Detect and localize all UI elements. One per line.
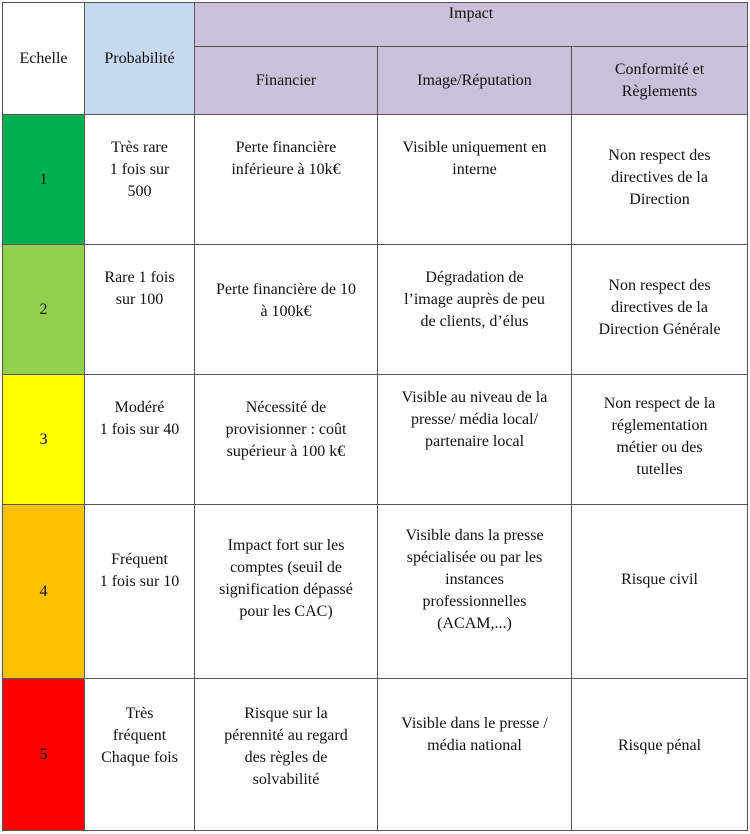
header-row-top	[3, 3, 748, 47]
compliance-cell: Non respect de la réglementation métier ou des tutelles	[572, 375, 748, 505]
table-row	[3, 505, 748, 679]
image-cell: Visible au niveau de la presse/ média local/ partenaire local	[378, 375, 572, 505]
probability-cell: Très fréquent Chaque fois	[85, 679, 195, 831]
financial-cell: Nécessité de provisionner : coût supérieur à 100 k€	[195, 375, 378, 505]
header-probabilite: Probabilité	[85, 3, 195, 115]
header-impact: Impact	[195, 3, 748, 47]
risk-table	[2, 2, 748, 831]
compliance-cell: Non respect des directives de la Direction Générale	[572, 245, 748, 375]
image-cell: Visible uniquement en interne	[378, 115, 572, 245]
compliance-cell: Risque pénal	[572, 679, 748, 831]
scale-cell: 3	[3, 375, 85, 505]
probability-cell: Modéré 1 fois sur 40	[85, 375, 195, 505]
image-cell: Dégradation de l’image auprès de peu de clients, d’élus	[378, 245, 572, 375]
scale-cell: 2	[3, 245, 85, 375]
financial-cell: Perte financière de 10 à 100k€	[195, 245, 378, 375]
header-conformite: Conformité et Règlements	[572, 47, 748, 115]
table-row	[3, 115, 748, 245]
table-row	[3, 245, 748, 375]
scale-cell: 1	[3, 115, 85, 245]
table-row	[3, 679, 748, 831]
financial-cell: Perte financière inférieure à 10k€	[195, 115, 378, 245]
financial-cell: Impact fort sur les comptes (seuil de signification dépassé pour les CAC)	[195, 505, 378, 679]
image-cell: Visible dans la presse spécialisée ou par les instances professionnelles (ACAM,...)	[378, 505, 572, 679]
image-cell: Visible dans le presse / média national	[378, 679, 572, 831]
compliance-cell: Non respect des directives de la Direction	[572, 115, 748, 245]
probability-cell: Très rare 1 fois sur 500	[85, 115, 195, 245]
probability-cell: Fréquent 1 fois sur 10	[85, 505, 195, 679]
scale-cell: 5	[3, 679, 85, 831]
header-echelle: Echelle	[3, 3, 85, 115]
header-image: Image/Réputation	[378, 47, 572, 115]
compliance-cell: Risque civil	[572, 505, 748, 679]
risk-matrix	[2, 2, 748, 831]
financial-cell: Risque sur la pérennité au regard des règles de solvabilité	[195, 679, 378, 831]
header-financier: Financier	[195, 47, 378, 115]
probability-cell: Rare 1 fois sur 100	[85, 245, 195, 375]
scale-cell: 4	[3, 505, 85, 679]
table-row	[3, 375, 748, 505]
